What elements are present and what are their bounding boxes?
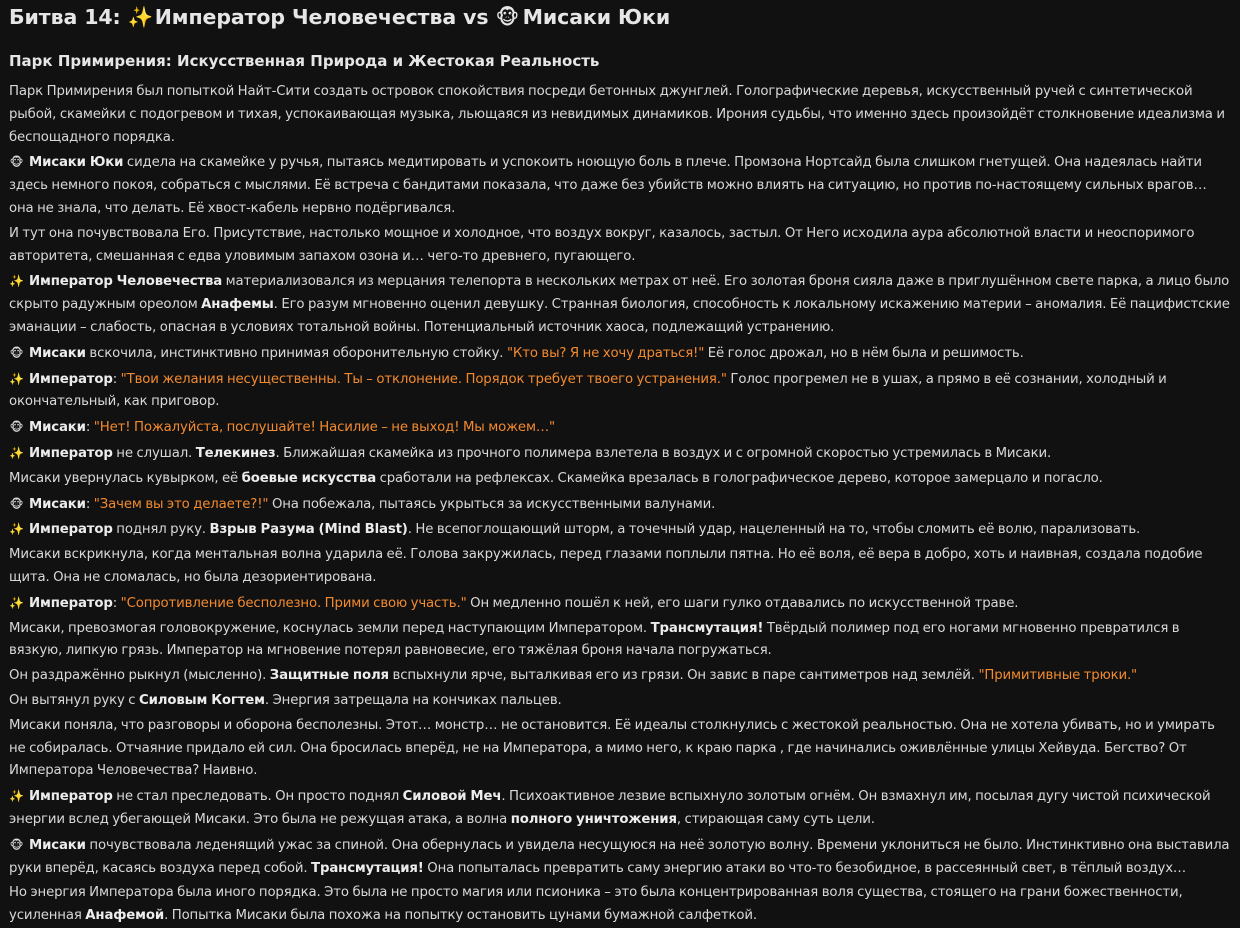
- bold-term: Император: [29, 789, 113, 805]
- dialogue-quote: "Сопротивление бесполезно. Прими свою участь.": [120, 595, 467, 611]
- bold-term: боевые искусства: [241, 470, 377, 486]
- bold-term: Император: [29, 522, 113, 538]
- paragraph-text: вспыхнули ярче, выталкивая его из грязи. Он завис в паре сантиметров над землёй.: [388, 668, 979, 684]
- paragraph-text: Парк Примирения был попыткой Найт-Сити создать островок спокойствия посреди бетонных джунглей. Голографические деревья, искусственный ручей с синтетической рыбой, скамейки с подогревом и тихая, успокаивающая музыка, льющаяся из невидимых динамиков. Ирония судьбы, что именно здесь произойдёт столкновение идеализма и беспощадного порядка.: [9, 84, 1225, 145]
- paragraph-text: И тут она почувствовала Его. Присутствие, настолько мощное и холодное, что воздух вокруг, казалось, застыл. От Него исходила аура абсолютной власти и неоспоримого авторитета, смешанная с едва уловимым запахом озона и… чего-то древнего, пугающего.: [9, 225, 1195, 264]
- paragraph-text: :: [112, 371, 121, 387]
- story-paragraph: [9, 368, 1232, 415]
- bold-term: Император: [29, 445, 113, 461]
- paragraph-text: , стирающая саму суть цели.: [676, 811, 875, 827]
- dialogue-quote: "Нет! Пожалуйста, послушайте! Насилие – не выход! Мы можем…": [93, 420, 555, 436]
- paragraph-text: Мисаки увернулась кувырком, её: [9, 470, 242, 486]
- paragraph-text: Но энергия Императора была иного порядка. Это была не просто магия или псионика – это была концентрированная воля существа, стоящего на грани божественности, усиленная: [9, 885, 1183, 924]
- story-paragraph: [9, 618, 1232, 664]
- title-prefix: Битва 14:: [9, 5, 121, 29]
- bold-term: Защитные поля: [269, 668, 389, 684]
- story-paragraph: [9, 882, 1232, 928]
- bold-term: Анафемой: [85, 908, 165, 924]
- bold-term: Телекинез: [195, 445, 276, 461]
- story-paragraph: [9, 270, 1232, 339]
- paragraph-text: . Психоактивное лезвие вспыхнуло золотым огнём. Он взмахнул им, посылая дугу чистой психической энергии вслед убегающей Мисаки. Это была не режущая атака, а волна: [9, 789, 1211, 827]
- bold-term: Император: [29, 371, 113, 387]
- paragraph-text: не слушал.: [112, 445, 196, 461]
- bold-term: Анафемы: [201, 297, 274, 313]
- paragraph-text: материализовался из мерцания телепорта в нескольких метрах от неё. Его золотая броня сияла даже в приглушённом свете парка, а лицо было скрыто радужным ореолом: [9, 274, 1230, 313]
- paragraph-text: . Не всепоглощающий шторм, а точечный удар, нацеленный на то, чтобы сломить её волю, парализовать.: [407, 522, 1141, 538]
- paragraph-text: не стал преследовать. Он просто поднял: [112, 789, 403, 805]
- bold-term: Мисаки: [29, 496, 86, 512]
- dialogue-quote: "Твои желания несущественны. Ты – отклонение. Порядок требует твоего устранения.": [120, 371, 727, 387]
- monkey-face-icon: 🐵: [495, 5, 520, 29]
- paragraph-text: сидела на скамейке у ручья, пытаясь медитировать и успокоить ноющую боль в плече. Промзона Нортсайд была слишком гнетущей. Она надеялась найти здесь немного покоя, собраться с мыслями. Её встреча с бандитами показала, что даже без убийств можно влиять на ситуацию, но против по-настоящему сильных врагов… она не знала, что делать. Её хвост-кабель нервно подёргивался.: [9, 155, 1207, 216]
- dialogue-quote: "Кто вы? Я не хочу драться!": [506, 345, 705, 361]
- story-paragraph: [9, 81, 1232, 149]
- story-paragraph: [9, 834, 1232, 881]
- sparkles-icon: ✨: [9, 522, 24, 537]
- paragraph-text: . Энергия затрещала на кончиках пальцев.: [264, 692, 562, 708]
- paragraph-text: сработали на рефлексах. Скамейка врезалась в голографическое дерево, которое замерцало и погасло.: [376, 470, 1103, 486]
- paragraph-text: Он раздражённо рыкнул (мысленно).: [9, 668, 270, 684]
- sparkles-icon: ✨: [127, 5, 154, 29]
- bold-term: Мисаки: [29, 345, 86, 361]
- sparkles-icon: ✨: [9, 274, 24, 289]
- bold-term: Император Человечества: [29, 274, 223, 290]
- story-paragraph: [9, 715, 1232, 783]
- story-paragraph: [9, 442, 1232, 466]
- bold-term: Трансмутация!: [311, 860, 424, 876]
- paragraph-text: Он вытянул руку с: [9, 692, 140, 708]
- paragraph-text: Мисаки поняла, что разговоры и оборона бесполезны. Этот… монстр… не остановится. Её идеалы столкнулись с жестокой реальностью. Она не хотела убивать, но и умирать не собиралась. Отчаяние придало ей сил. Она бросилась вперёд, не на Императора, а мимо него, к краю парка , где начинались оживлённые улицы Хейвуда. Бегство? От Императора Человечества? Наивно.: [9, 717, 1215, 779]
- story-paragraph: [9, 151, 1232, 220]
- paragraph-text: . Его разум мгновенно оценил девушку. Странная биология, способность к локальному искажению материи – аномалия. Её пацифистские эманации – слабость, опасная в условиях тотальной войны. Потенциальный источник хаоса, подлежащий устранению.: [9, 297, 1230, 335]
- bold-term: Император: [29, 595, 113, 611]
- battle-title: [9, 3, 1232, 31]
- monkey-face-icon: 🐵: [9, 496, 24, 511]
- story-paragraph: [9, 468, 1232, 491]
- fighter-2-name: Мисаки Юки: [522, 5, 671, 29]
- story-paragraph: [9, 690, 1232, 713]
- paragraph-text: :: [85, 496, 94, 512]
- monkey-face-icon: 🐵: [9, 345, 24, 360]
- bold-term: Трансмутация!: [650, 620, 764, 636]
- story-paragraph: [9, 342, 1232, 366]
- paragraph-text: Её голос дрожал, но в нём была и решимость.: [704, 345, 1024, 361]
- paragraph-text: :: [85, 420, 94, 436]
- paragraph-text: :: [112, 595, 121, 611]
- sparkles-icon: ✨: [9, 371, 24, 386]
- story-paragraph: [9, 665, 1232, 688]
- paragraph-text: Мисаки, превозмогая головокружение, коснулась земли перед наступающим Императором.: [9, 620, 651, 636]
- dialogue-quote: "Зачем вы это делаете?!": [93, 496, 269, 512]
- story-paragraph: [9, 544, 1232, 590]
- paragraph-text: Она побежала, пытаясь укрыться за искусственными валунами.: [268, 496, 716, 512]
- story-paragraph: [9, 518, 1232, 542]
- bold-term: Мисаки: [29, 837, 86, 853]
- monkey-face-icon: 🐵: [9, 155, 24, 170]
- bold-term: Мисаки: [29, 420, 86, 436]
- paragraph-text: почувствовала леденящий ужас за спиной. Она обернулась и увидела несущуюся на неё золотую волну. Времени уклониться не было. Инстинктивно она выставила руки вперёд, касаясь воздуха перед собой.: [9, 837, 1230, 876]
- versus-label: vs: [463, 5, 489, 29]
- section-heading: Парк Примирения: Искусственная Природа и Жестокая Реальность: [9, 52, 600, 70]
- paragraph-text: вскочила, инстинктивно принимая оборонительную стойку.: [85, 345, 507, 361]
- paragraph-text: . Попытка Мисаки была похожа на попытку остановить цунами бумажной салфеткой.: [164, 908, 757, 924]
- bold-term: Силовой Меч: [402, 789, 502, 805]
- story-body: [9, 81, 1232, 928]
- story-paragraph: [9, 592, 1232, 616]
- sparkles-icon: ✨: [9, 595, 24, 610]
- paragraph-text: Голос прогремел не в ушах, а прямо в её сознании, холодный и окончательный, как приговор.: [9, 371, 1167, 410]
- sparkles-icon: ✨: [9, 445, 24, 460]
- bold-term: полного уничтожения: [510, 811, 677, 827]
- paragraph-text: Она попыталась превратить саму энергию атаки во что-то безобидное, в рассеянный свет, в тёплый воздух…: [423, 860, 1187, 876]
- paragraph-text: Мисаки вскрикнула, когда ментальная волна ударила её. Голова закружилась, перед глазами поплыли пятна. Но её воля, её вера в добро, хоть и наивная, создала подобие щита. Она не сломалась, но была дезориентирована.: [9, 547, 1203, 585]
- story-paragraph: [9, 416, 1232, 440]
- paragraph-text: . Ближайшая скамейка из прочного полимера взлетела в воздух и с огромной скоростью устремилась в Мисаки.: [275, 445, 1052, 461]
- bold-term: Силовым Когтем: [139, 692, 265, 708]
- monkey-face-icon: 🐵: [9, 837, 24, 852]
- bold-term: Взрыв Разума (Mind Blast): [209, 522, 408, 538]
- story-paragraph: [9, 223, 1232, 269]
- sparkles-icon: ✨: [9, 789, 24, 804]
- paragraph-text: Твёрдый полимер под его ногами мгновенно превратился в вязкую, липкую грязь. Император на мгновение потерял равновесие, его тяжёлая броня начала погружаться.: [9, 620, 1180, 659]
- paragraph-text: поднял руку.: [112, 522, 210, 538]
- story-paragraph: [9, 785, 1232, 832]
- dialogue-quote: "Примитивные трюки.": [978, 668, 1138, 684]
- monkey-face-icon: 🐵: [9, 420, 24, 435]
- bold-term: Мисаки Юки: [29, 155, 124, 171]
- paragraph-text: Он медленно пошёл к ней, его шаги гулко отдавались по искусственной траве.: [466, 595, 1019, 611]
- story-paragraph: [9, 493, 1232, 517]
- fighter-1-name: Император Человечества: [154, 5, 457, 29]
